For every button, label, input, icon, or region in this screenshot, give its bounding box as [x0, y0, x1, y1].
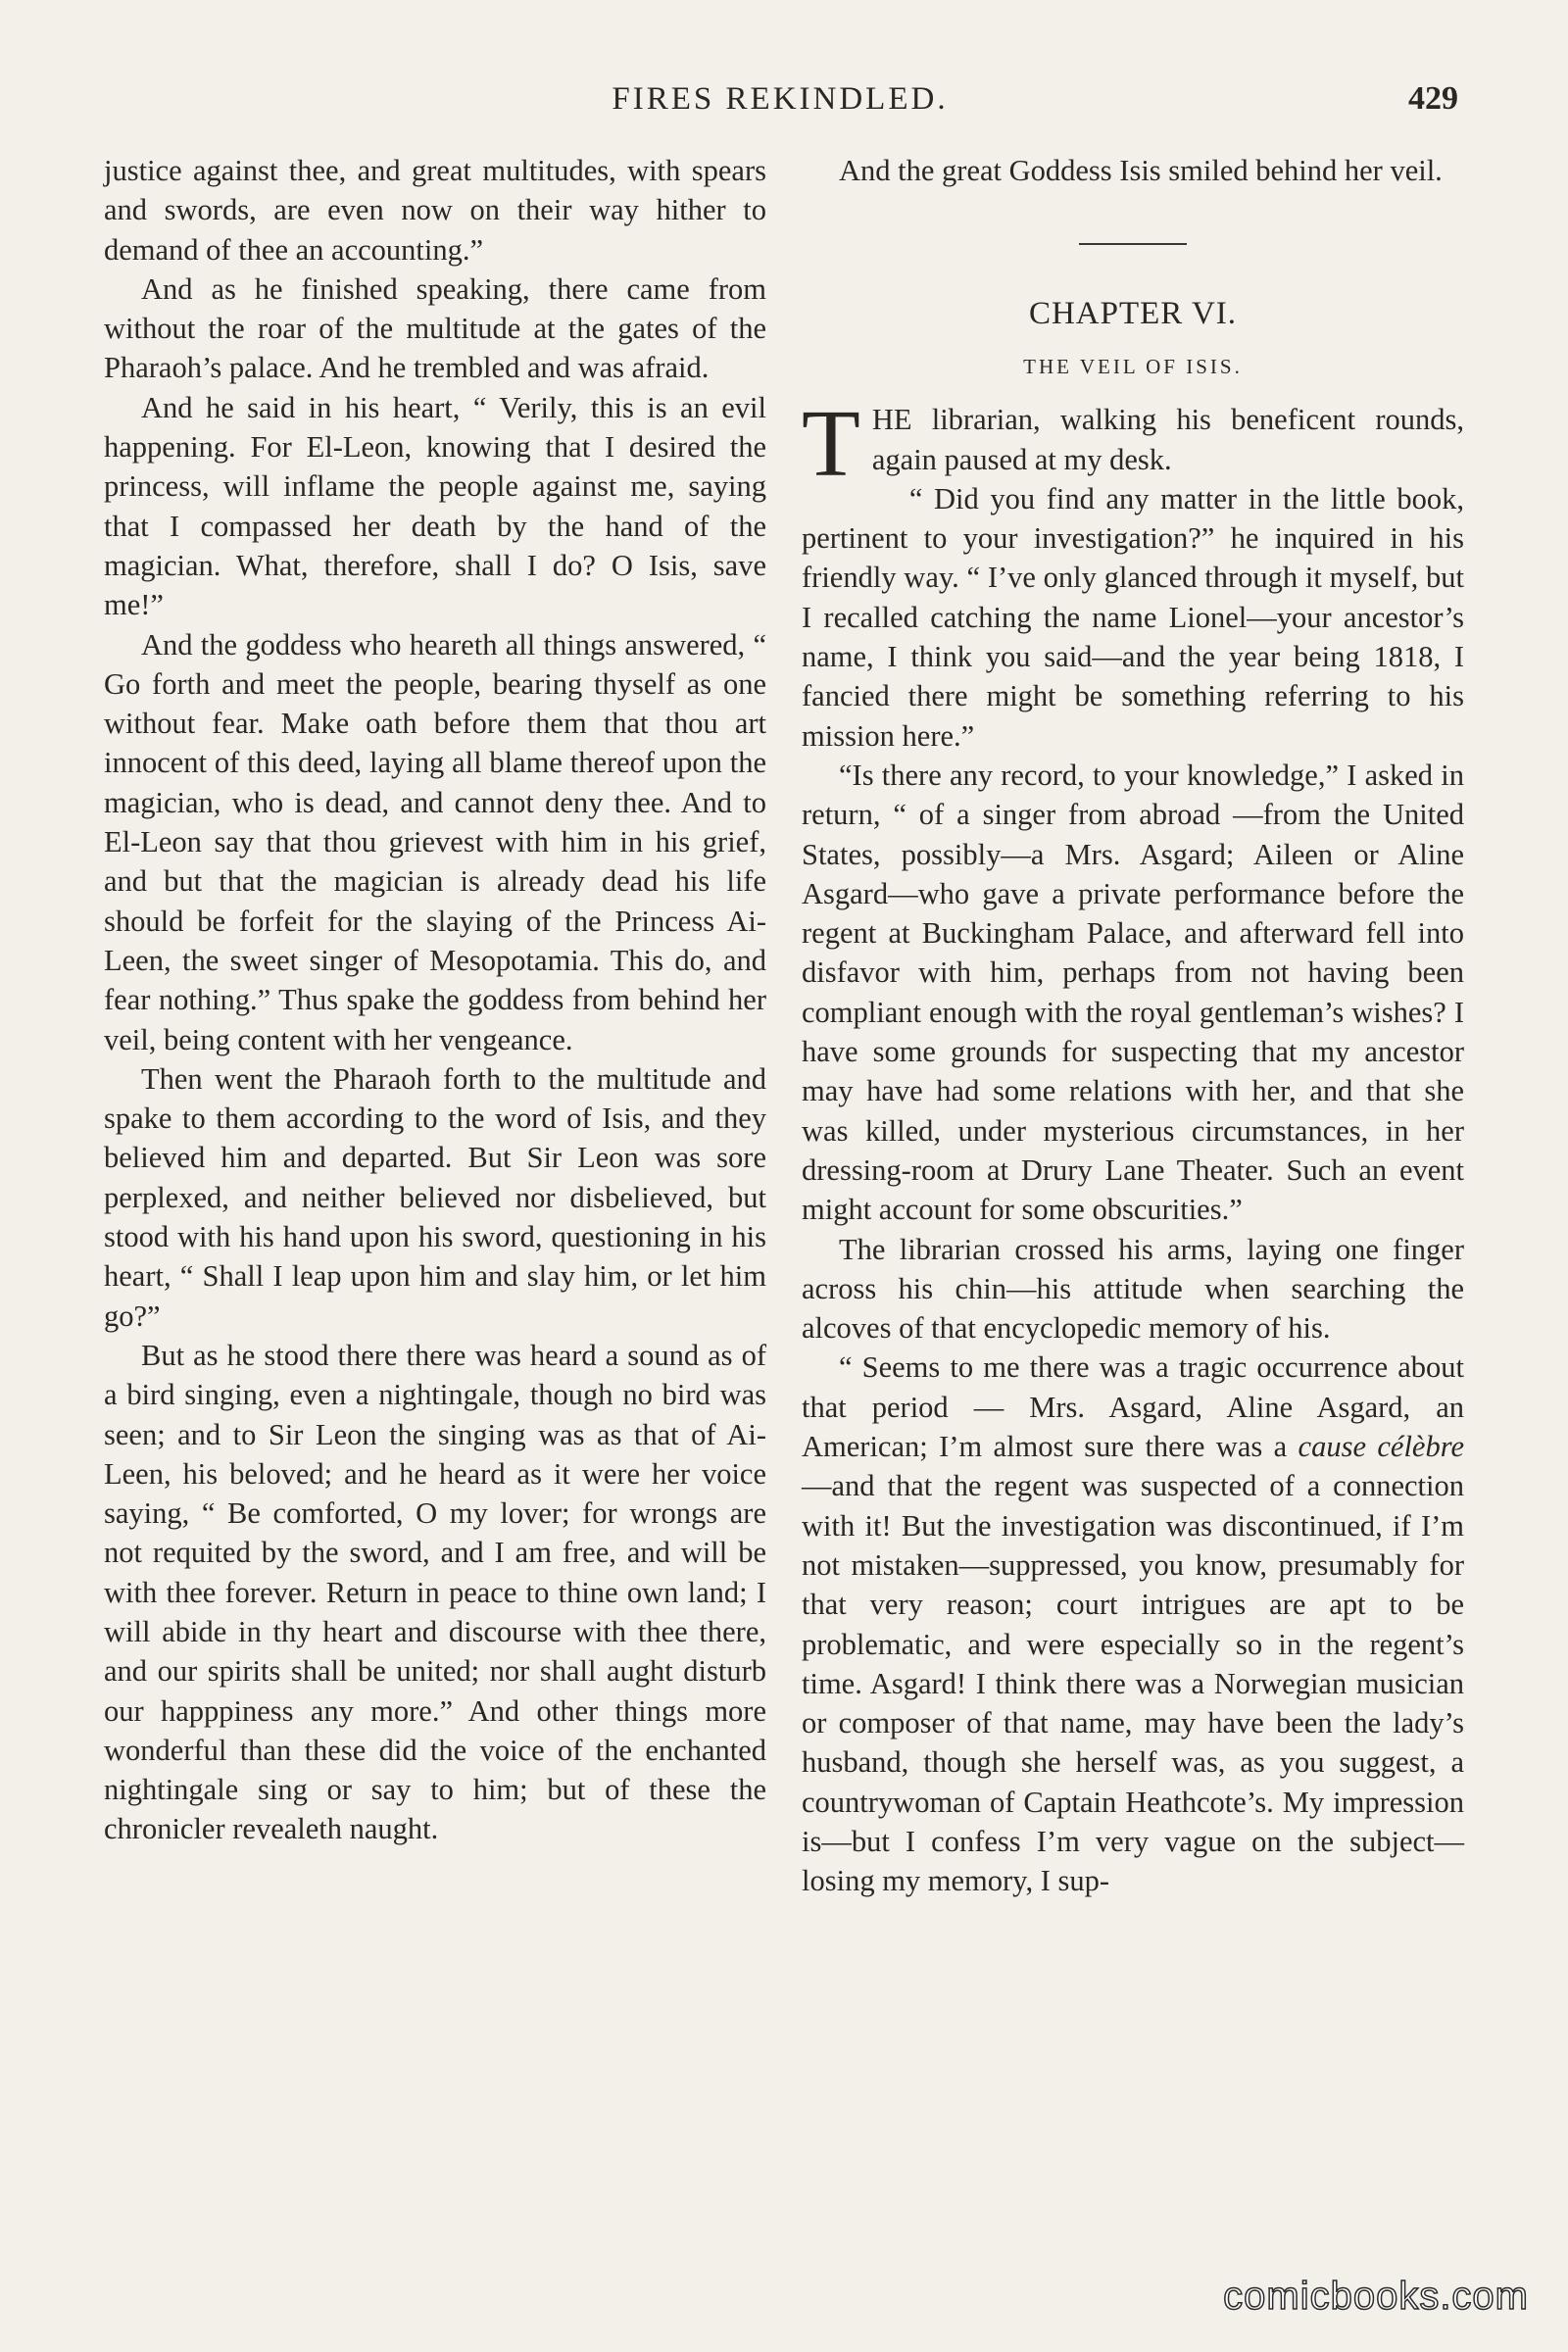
left-column: [104, 151, 766, 1849]
paragraph: And the goddess who heareth all things answered, “ Go forth and meet the people, bearing thyself as one without fear. Make oath before them that thou art innocent of this deed, laying all blame thereof upon the magician, who is dead, and cannot deny thee. And to El-Leon say that thou grievest with him in his grief, and but that the magician is already dead his life should be forfeit for the slaying of the Princess Ai-Leen, the sweet singer of Mesopotamia. This do, and fear nothing.” Thus spake the goddess from behind her veil, being content with her vengeance.: [104, 627, 766, 1056]
text-run: —and that the regent was suspected of a connection with it! But the investigation was discontinued, if I’m not mistaken—suppressed, you know, presumably for that very reason; court intrigues are apt to be problematic, and were especially so in the regent’s time. Asgard! I think there was a Norwegian musician or composer of that name, may have been the lady’s husband, though she herself was, as you suggest, a countrywoman of Captain Heathcote’s. My impression is—but I confess I’m very vague on the subject—losing my memory, I sup-: [802, 1469, 1464, 1898]
paragraph: Then went the Pharaoh forth to the multitude and spake to them according to the word of Isis, and they believed him and departed. But Sir Leon was sore perplexed, and neither believed nor disbelieved, but stood with his hand upon his sword, questioning in his heart, “ Shall I leap upon him and slay him, or let him go?”: [104, 1061, 766, 1333]
chapter-title: CHAPTER VI.: [1028, 296, 1238, 332]
text-run: “ Seems to me there was a tragic occurrence about that period — Mrs. Asgard, Aline Asgard, an American; I’m almost sure there was a: [802, 1350, 1464, 1464]
opening-text: HE librarian, walking his beneficent rounds, again paused at my desk.: [871, 403, 1464, 476]
paragraph: The librarian crossed his arms, laying one finger across his chin—his attitude when searching the alcoves of that encyclopedic memory of his.: [802, 1232, 1464, 1346]
chapter-subtitle: THE VEIL OF ISIS.: [1023, 355, 1243, 379]
right-column: [802, 151, 1464, 1901]
paragraph: “Is there any record, to your knowledge,” I asked in return, “ of a singer from abroad —from the United States, possibly—a Mrs. Asgard; Aileen or Aline Asgard—who gave a private performance before the regent at Buckingham Palace, and afterward fell into disfavor with him, perhaps from not having been compliant enough with the royal gentleman’s wishes? I have some grounds for suspecting that my ancestor may have had some relations with her, and that she was killed, under mysterious circumstances, in her dressing-room at Drury Lane Theater. Such an event might account for some obscurities.”: [802, 758, 1464, 1227]
paragraph: But as he stood there there was heard a sound as of a bird singing, even a nightingale, though no bird was seen; and to Sir Leon the singing was as that of Ai-Leen, his beloved; and he heard as it were her voice saying, “ Be comforted, O my lover; for wrongs are not requited by the sword, and I am free, and will be with thee forever. Return in peace to thine own land; I will abide in thy heart and discourse with thee there, and our spirits shall be united; nor shall aught disturb our happpiness any more.” And other things more wonderful than these did the voice of the enchanted nightingale sing or say to him; but of these the chronicler revealeth naught.: [104, 1338, 766, 1846]
watermark-logo: comicbooks.com: [1223, 2275, 1529, 2318]
chapter-opening-paragraph: [802, 391, 1464, 498]
paragraph: And he said in his heart, “ Verily, this is an evil happening. For El-Leon, knowing that I desired the princess, will inflame the people against me, saying that I compassed her death by the hand of the magician. What, therefore, shall I do? O Isis, save me!”: [104, 390, 766, 622]
paragraph: And as he finished speaking, there came from without the roar of the multitude at the gates of the Pharaoh’s palace. And he trembled and was afraid.: [104, 271, 766, 385]
running-title: FIRES REKINDLED.: [612, 81, 949, 117]
paragraph: “ Did you find any matter in the little book, pertinent to your investigation?” he inquired in his friendly way. “ I’ve only glanced through it myself, but I recalled catching the name Lionel—your ancestor’s name, I think you said—and the year being 1818, I fancied there might be something referring to his mission here.”: [802, 481, 1464, 753]
section-divider: [1079, 243, 1187, 245]
page-header: [102, 74, 1458, 123]
paragraph: And the great Goddess Isis smiled behind her veil.: [839, 154, 1443, 187]
paragraph: [802, 1348, 1464, 1900]
dropcap-letter: T: [802, 391, 860, 498]
paragraph: justice against thee, and great multitudes, with spears and swords, are even now on their way hither to demand of thee an accounting.”: [104, 154, 766, 267]
italic-phrase: cause célèbre: [1298, 1430, 1464, 1464]
page-number: 429: [1408, 80, 1458, 117]
